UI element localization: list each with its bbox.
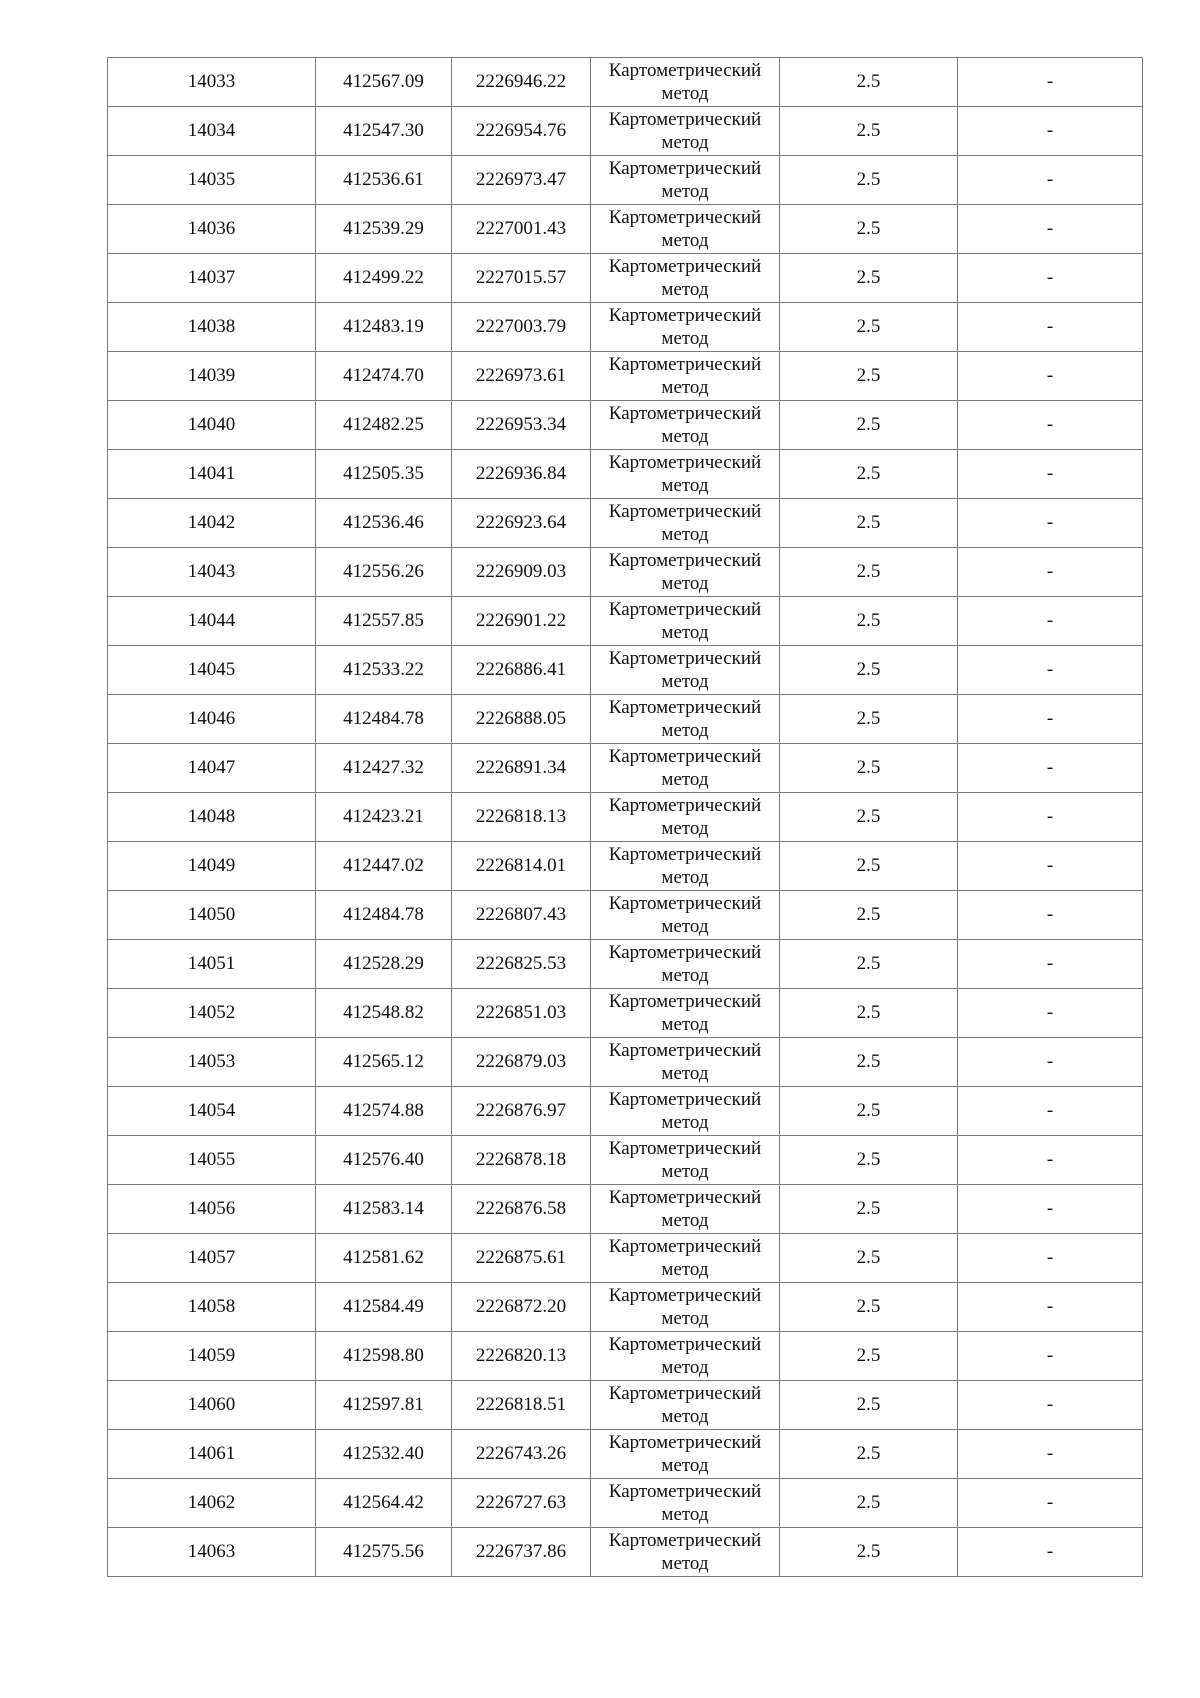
table-row — [108, 695, 1143, 744]
method-cell — [591, 450, 780, 499]
x-coordinate-cell: 412447.02 — [316, 842, 452, 891]
x-coordinate-cell: 412567.09 — [316, 58, 452, 107]
method-line-1: Картометрический — [608, 697, 762, 718]
x-coordinate-cell: 412574.88 — [316, 1087, 452, 1136]
accuracy-cell: 2.5 — [780, 205, 958, 254]
method-line-1: Картометрический — [608, 305, 762, 326]
table-row — [108, 450, 1143, 499]
y-coordinate-cell: 2226886.41 — [452, 646, 591, 695]
accuracy-cell: 2.5 — [780, 499, 958, 548]
method-cell — [591, 1087, 780, 1136]
method-line-1: Картометрический — [608, 991, 762, 1012]
method-line-1: Картометрический — [608, 60, 762, 81]
description-cell: - — [958, 646, 1143, 695]
point-number-cell: 14052 — [108, 989, 316, 1038]
method-line-1: Картометрический — [608, 746, 762, 767]
y-coordinate-cell: 2226946.22 — [452, 58, 591, 107]
method-cell — [591, 597, 780, 646]
method-line-2: метод — [661, 1357, 709, 1378]
table-row — [108, 303, 1143, 352]
table-row — [108, 1038, 1143, 1087]
method-line-1: Картометрический — [608, 354, 762, 375]
description-cell: - — [958, 1283, 1143, 1332]
accuracy-cell: 2.5 — [780, 744, 958, 793]
accuracy-cell: 2.5 — [780, 58, 958, 107]
y-coordinate-cell: 2226909.03 — [452, 548, 591, 597]
method-line-2: метод — [661, 524, 709, 545]
y-coordinate-cell: 2226878.18 — [452, 1136, 591, 1185]
table-row — [108, 205, 1143, 254]
y-coordinate-cell: 2226825.53 — [452, 940, 591, 989]
table-row — [108, 1479, 1143, 1528]
y-coordinate-cell: 2226727.63 — [452, 1479, 591, 1528]
accuracy-cell: 2.5 — [780, 303, 958, 352]
accuracy-cell: 2.5 — [780, 597, 958, 646]
method-line-1: Картометрический — [608, 256, 762, 277]
y-coordinate-cell: 2226954.76 — [452, 107, 591, 156]
method-cell — [591, 744, 780, 793]
table-row — [108, 793, 1143, 842]
accuracy-cell: 2.5 — [780, 695, 958, 744]
x-coordinate-cell: 412576.40 — [316, 1136, 452, 1185]
table-row — [108, 548, 1143, 597]
method-line-2: метод — [661, 769, 709, 790]
method-line-2: метод — [661, 426, 709, 447]
x-coordinate-cell: 412484.78 — [316, 891, 452, 940]
description-cell: - — [958, 58, 1143, 107]
y-coordinate-cell: 2226875.61 — [452, 1234, 591, 1283]
point-number-cell: 14058 — [108, 1283, 316, 1332]
method-cell — [591, 58, 780, 107]
y-coordinate-cell: 2226901.22 — [452, 597, 591, 646]
description-cell: - — [958, 1332, 1143, 1381]
y-coordinate-cell: 2226807.43 — [452, 891, 591, 940]
method-cell — [591, 842, 780, 891]
description-cell: - — [958, 1479, 1143, 1528]
description-cell: - — [958, 107, 1143, 156]
accuracy-cell: 2.5 — [780, 352, 958, 401]
y-coordinate-cell: 2226743.26 — [452, 1430, 591, 1479]
point-number-cell: 14059 — [108, 1332, 316, 1381]
method-line-2: метод — [661, 1112, 709, 1133]
point-number-cell: 14057 — [108, 1234, 316, 1283]
table-row — [108, 744, 1143, 793]
method-cell — [591, 646, 780, 695]
description-cell: - — [958, 744, 1143, 793]
x-coordinate-cell: 412564.42 — [316, 1479, 452, 1528]
method-cell — [591, 1185, 780, 1234]
method-cell — [591, 940, 780, 989]
method-line-1: Картометрический — [608, 599, 762, 620]
method-line-1: Картометрический — [608, 501, 762, 522]
point-number-cell: 14056 — [108, 1185, 316, 1234]
method-line-2: метод — [661, 818, 709, 839]
method-line-2: метод — [661, 377, 709, 398]
accuracy-cell: 2.5 — [780, 254, 958, 303]
method-cell — [591, 695, 780, 744]
method-line-1: Картометрический — [608, 1236, 762, 1257]
accuracy-cell: 2.5 — [780, 1136, 958, 1185]
point-number-cell: 14036 — [108, 205, 316, 254]
table-row — [108, 156, 1143, 205]
x-coordinate-cell: 412505.35 — [316, 450, 452, 499]
y-coordinate-cell: 2226851.03 — [452, 989, 591, 1038]
method-cell — [591, 989, 780, 1038]
accuracy-cell: 2.5 — [780, 989, 958, 1038]
method-line-2: метод — [661, 1308, 709, 1329]
x-coordinate-cell: 412499.22 — [316, 254, 452, 303]
point-number-cell: 14040 — [108, 401, 316, 450]
y-coordinate-cell: 2226814.01 — [452, 842, 591, 891]
method-line-2: метод — [661, 1161, 709, 1182]
y-coordinate-cell: 2226973.47 — [452, 156, 591, 205]
point-number-cell: 14042 — [108, 499, 316, 548]
method-line-2: метод — [661, 132, 709, 153]
point-number-cell: 14048 — [108, 793, 316, 842]
method-line-1: Картометрический — [608, 1530, 762, 1551]
x-coordinate-cell: 412423.21 — [316, 793, 452, 842]
method-line-2: метод — [661, 475, 709, 496]
x-coordinate-cell: 412597.81 — [316, 1381, 452, 1430]
table-row — [108, 352, 1143, 401]
accuracy-cell: 2.5 — [780, 156, 958, 205]
method-line-1: Картометрический — [608, 844, 762, 865]
description-cell: - — [958, 891, 1143, 940]
method-line-1: Картометрический — [608, 550, 762, 571]
method-line-2: метод — [661, 1014, 709, 1035]
accuracy-cell: 2.5 — [780, 646, 958, 695]
method-cell — [591, 499, 780, 548]
coordinates-table — [107, 57, 1143, 1577]
method-cell — [591, 254, 780, 303]
method-line-2: метод — [661, 1553, 709, 1574]
method-line-1: Картометрический — [608, 403, 762, 424]
method-cell — [591, 1234, 780, 1283]
x-coordinate-cell: 412598.80 — [316, 1332, 452, 1381]
method-cell — [591, 156, 780, 205]
description-cell: - — [958, 1528, 1143, 1577]
description-cell: - — [958, 1430, 1143, 1479]
accuracy-cell: 2.5 — [780, 1087, 958, 1136]
method-line-2: метод — [661, 720, 709, 741]
table-row — [108, 1381, 1143, 1430]
method-line-2: метод — [661, 1210, 709, 1231]
description-cell: - — [958, 940, 1143, 989]
method-line-1: Картометрический — [608, 1089, 762, 1110]
accuracy-cell: 2.5 — [780, 842, 958, 891]
method-line-2: метод — [661, 965, 709, 986]
description-cell: - — [958, 1185, 1143, 1234]
method-line-2: метод — [661, 230, 709, 251]
point-number-cell: 14063 — [108, 1528, 316, 1577]
method-cell — [591, 303, 780, 352]
accuracy-cell: 2.5 — [780, 1479, 958, 1528]
table-row — [108, 58, 1143, 107]
table-row — [108, 499, 1143, 548]
description-cell: - — [958, 156, 1143, 205]
x-coordinate-cell: 412532.40 — [316, 1430, 452, 1479]
table-row — [108, 597, 1143, 646]
method-line-2: метод — [661, 1406, 709, 1427]
point-number-cell: 14055 — [108, 1136, 316, 1185]
y-coordinate-cell: 2226888.05 — [452, 695, 591, 744]
table-row — [108, 1283, 1143, 1332]
method-line-1: Картометрический — [608, 1285, 762, 1306]
method-line-2: метод — [661, 328, 709, 349]
point-number-cell: 14053 — [108, 1038, 316, 1087]
point-number-cell: 14050 — [108, 891, 316, 940]
description-cell: - — [958, 499, 1143, 548]
table-row — [108, 1430, 1143, 1479]
x-coordinate-cell: 412427.32 — [316, 744, 452, 793]
description-cell: - — [958, 205, 1143, 254]
accuracy-cell: 2.5 — [780, 1283, 958, 1332]
table-row — [108, 1528, 1143, 1577]
x-coordinate-cell: 412557.85 — [316, 597, 452, 646]
x-coordinate-cell: 412575.56 — [316, 1528, 452, 1577]
point-number-cell: 14038 — [108, 303, 316, 352]
description-cell: - — [958, 597, 1143, 646]
point-number-cell: 14035 — [108, 156, 316, 205]
table-row — [108, 1087, 1143, 1136]
point-number-cell: 14033 — [108, 58, 316, 107]
description-cell: - — [958, 1234, 1143, 1283]
method-line-1: Картометрический — [608, 1187, 762, 1208]
method-line-1: Картометрический — [608, 109, 762, 130]
accuracy-cell: 2.5 — [780, 1381, 958, 1430]
x-coordinate-cell: 412584.49 — [316, 1283, 452, 1332]
table-row — [108, 891, 1143, 940]
method-line-1: Картометрический — [608, 893, 762, 914]
y-coordinate-cell: 2227003.79 — [452, 303, 591, 352]
method-cell — [591, 1038, 780, 1087]
accuracy-cell: 2.5 — [780, 1528, 958, 1577]
accuracy-cell: 2.5 — [780, 1185, 958, 1234]
accuracy-cell: 2.5 — [780, 940, 958, 989]
accuracy-cell: 2.5 — [780, 450, 958, 499]
x-coordinate-cell: 412536.46 — [316, 499, 452, 548]
method-line-2: метод — [661, 622, 709, 643]
y-coordinate-cell: 2226879.03 — [452, 1038, 591, 1087]
y-coordinate-cell: 2227001.43 — [452, 205, 591, 254]
x-coordinate-cell: 412484.78 — [316, 695, 452, 744]
method-line-1: Картометрический — [608, 1138, 762, 1159]
method-line-2: метод — [661, 279, 709, 300]
x-coordinate-cell: 412533.22 — [316, 646, 452, 695]
table-row — [108, 254, 1143, 303]
x-coordinate-cell: 412482.25 — [316, 401, 452, 450]
method-cell — [591, 1430, 780, 1479]
y-coordinate-cell: 2226876.58 — [452, 1185, 591, 1234]
method-line-1: Картометрический — [608, 795, 762, 816]
x-coordinate-cell: 412474.70 — [316, 352, 452, 401]
description-cell: - — [958, 1087, 1143, 1136]
table-row — [108, 646, 1143, 695]
method-cell — [591, 107, 780, 156]
y-coordinate-cell: 2226818.51 — [452, 1381, 591, 1430]
y-coordinate-cell: 2226818.13 — [452, 793, 591, 842]
method-line-2: метод — [661, 1455, 709, 1476]
method-line-1: Картометрический — [608, 942, 762, 963]
method-line-2: метод — [661, 83, 709, 104]
y-coordinate-cell: 2226737.86 — [452, 1528, 591, 1577]
method-line-1: Картометрический — [608, 1383, 762, 1404]
x-coordinate-cell: 412547.30 — [316, 107, 452, 156]
description-cell: - — [958, 254, 1143, 303]
x-coordinate-cell: 412536.61 — [316, 156, 452, 205]
method-line-1: Картометрический — [608, 452, 762, 473]
method-line-2: метод — [661, 1063, 709, 1084]
description-cell: - — [958, 842, 1143, 891]
point-number-cell: 14041 — [108, 450, 316, 499]
x-coordinate-cell: 412539.29 — [316, 205, 452, 254]
description-cell: - — [958, 303, 1143, 352]
table-row — [108, 1332, 1143, 1381]
method-line-1: Картометрический — [608, 158, 762, 179]
method-cell — [591, 1332, 780, 1381]
accuracy-cell: 2.5 — [780, 1038, 958, 1087]
point-number-cell: 14049 — [108, 842, 316, 891]
method-cell — [591, 793, 780, 842]
description-cell: - — [958, 989, 1143, 1038]
x-coordinate-cell: 412583.14 — [316, 1185, 452, 1234]
method-line-2: метод — [661, 1259, 709, 1280]
accuracy-cell: 2.5 — [780, 1234, 958, 1283]
method-cell — [591, 352, 780, 401]
accuracy-cell: 2.5 — [780, 1332, 958, 1381]
point-number-cell: 14054 — [108, 1087, 316, 1136]
coordinates-table-body — [108, 58, 1143, 1577]
x-coordinate-cell: 412556.26 — [316, 548, 452, 597]
point-number-cell: 14045 — [108, 646, 316, 695]
y-coordinate-cell: 2226876.97 — [452, 1087, 591, 1136]
table-row — [108, 940, 1143, 989]
accuracy-cell: 2.5 — [780, 107, 958, 156]
point-number-cell: 14062 — [108, 1479, 316, 1528]
accuracy-cell: 2.5 — [780, 548, 958, 597]
accuracy-cell: 2.5 — [780, 891, 958, 940]
table-row — [108, 1185, 1143, 1234]
method-line-1: Картометрический — [608, 1040, 762, 1061]
point-number-cell: 14061 — [108, 1430, 316, 1479]
description-cell: - — [958, 1136, 1143, 1185]
table-row — [108, 1136, 1143, 1185]
x-coordinate-cell: 412581.62 — [316, 1234, 452, 1283]
description-cell: - — [958, 695, 1143, 744]
table-row — [108, 989, 1143, 1038]
method-cell — [591, 1381, 780, 1430]
accuracy-cell: 2.5 — [780, 793, 958, 842]
method-cell — [591, 891, 780, 940]
method-line-1: Картометрический — [608, 1481, 762, 1502]
point-number-cell: 14046 — [108, 695, 316, 744]
method-line-1: Картометрический — [608, 648, 762, 669]
method-line-2: метод — [661, 1504, 709, 1525]
x-coordinate-cell: 412565.12 — [316, 1038, 452, 1087]
point-number-cell: 14047 — [108, 744, 316, 793]
description-cell: - — [958, 1381, 1143, 1430]
method-cell — [591, 548, 780, 597]
accuracy-cell: 2.5 — [780, 401, 958, 450]
y-coordinate-cell: 2226923.64 — [452, 499, 591, 548]
y-coordinate-cell: 2226953.34 — [452, 401, 591, 450]
method-line-1: Картометрический — [608, 1432, 762, 1453]
accuracy-cell: 2.5 — [780, 1430, 958, 1479]
y-coordinate-cell: 2226936.84 — [452, 450, 591, 499]
x-coordinate-cell: 412483.19 — [316, 303, 452, 352]
method-line-2: метод — [661, 916, 709, 937]
method-line-2: метод — [661, 867, 709, 888]
y-coordinate-cell: 2226973.61 — [452, 352, 591, 401]
x-coordinate-cell: 412528.29 — [316, 940, 452, 989]
y-coordinate-cell: 2227015.57 — [452, 254, 591, 303]
x-coordinate-cell: 412548.82 — [316, 989, 452, 1038]
method-line-2: метод — [661, 671, 709, 692]
description-cell: - — [958, 793, 1143, 842]
method-line-2: метод — [661, 573, 709, 594]
method-cell — [591, 1479, 780, 1528]
method-cell — [591, 205, 780, 254]
table-row — [108, 1234, 1143, 1283]
description-cell: - — [958, 1038, 1143, 1087]
point-number-cell: 14037 — [108, 254, 316, 303]
table-row — [108, 107, 1143, 156]
description-cell: - — [958, 352, 1143, 401]
point-number-cell: 14044 — [108, 597, 316, 646]
point-number-cell: 14051 — [108, 940, 316, 989]
point-number-cell: 14060 — [108, 1381, 316, 1430]
description-cell: - — [958, 401, 1143, 450]
description-cell: - — [958, 450, 1143, 499]
description-cell: - — [958, 548, 1143, 597]
point-number-cell: 14039 — [108, 352, 316, 401]
y-coordinate-cell: 2226872.20 — [452, 1283, 591, 1332]
y-coordinate-cell: 2226820.13 — [452, 1332, 591, 1381]
method-line-2: метод — [661, 181, 709, 202]
method-cell — [591, 1528, 780, 1577]
table-row — [108, 842, 1143, 891]
point-number-cell: 14043 — [108, 548, 316, 597]
method-cell — [591, 401, 780, 450]
method-cell — [591, 1283, 780, 1332]
point-number-cell: 14034 — [108, 107, 316, 156]
method-cell — [591, 1136, 780, 1185]
y-coordinate-cell: 2226891.34 — [452, 744, 591, 793]
table-row — [108, 401, 1143, 450]
method-line-1: Картометрический — [608, 1334, 762, 1355]
method-line-1: Картометрический — [608, 207, 762, 228]
